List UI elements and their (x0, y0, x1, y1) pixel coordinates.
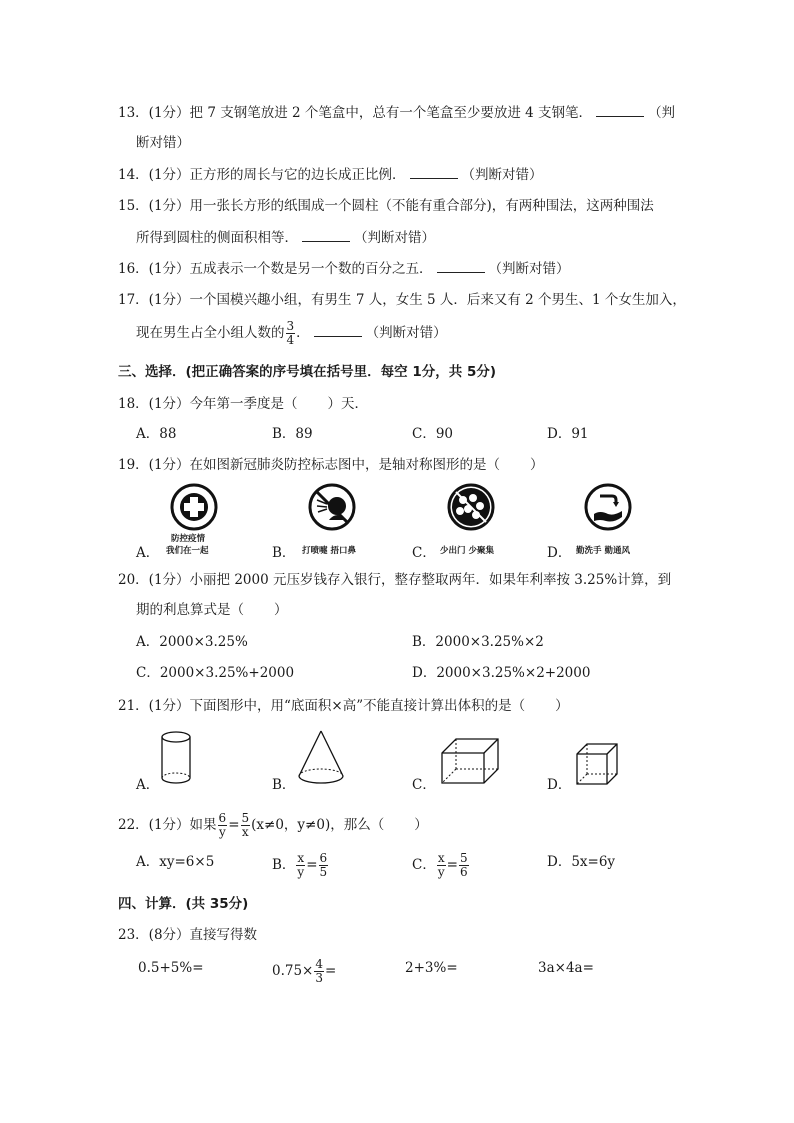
section-heading-3: 三、选择．(把正确答案的序号填在括号里．每空 1分，共 5分) (118, 364, 497, 380)
q20-option-b[interactable]: B．2000×3.25%×2 (412, 634, 544, 650)
q18-option-d[interactable]: D．91 (547, 426, 589, 442)
q20-line2: 期的利息算式是（ ） (136, 602, 288, 618)
q18-option-c[interactable]: C．90 (412, 426, 454, 442)
q18: 18．(1分）今年第一季度是（ ）天． (118, 396, 369, 412)
q20-option-d[interactable]: D．2000×3.25%×2+2000 (412, 665, 591, 681)
q19-option-a[interactable]: A． (136, 545, 160, 561)
q15-line2: 所得到圆柱的侧面积相等． （判断对错） (136, 227, 435, 248)
q20-option-a[interactable]: A．2000×3.25% (136, 634, 248, 650)
prevention-cross-icon (169, 482, 219, 532)
fraction: $\frac{6}{5}$ (319, 851, 328, 879)
crowd-icon (446, 482, 496, 532)
q23: 23．(8分）直接写得数 (118, 927, 258, 943)
q13-line1: 13．(1分）把 7 支钢笔放进 2 个笔盒中，总有一个笔盒至少要放进 4 支钢笔． （判 (118, 102, 675, 123)
icon-caption: 我们在一起 (166, 546, 209, 556)
fraction: $\frac{5}{6}$ (459, 851, 468, 879)
fraction: $\frac{3}{4}$ (286, 319, 295, 347)
icon-caption: 打喷嚏 捂口鼻 (302, 546, 356, 556)
calc-item-4: 3a×4a= (538, 960, 594, 976)
q19: 19．(1分）在如图新冠肺炎防控标志图中，是轴对称图形的是（ ） (118, 457, 544, 473)
q22-option-c[interactable]: C． $\frac{x}{y}$ = $\frac{5}{6}$ (412, 851, 468, 879)
calc-item-3: 2+3%= (405, 960, 458, 976)
fraction: $\frac{5}{x}$ (241, 811, 250, 839)
answer-blank[interactable] (410, 164, 458, 179)
answer-blank[interactable] (437, 258, 485, 273)
fraction: $\frac{x}{y}$ (437, 851, 445, 879)
q15-line1: 15．(1分）用一张长方形的纸围成一个圆柱（不能有重合部分)，有两种围法，这两种围法 (118, 198, 654, 214)
fraction: $\frac{4}{3}$ (315, 957, 324, 985)
calc-item-2: 0.75× $\frac{4}{3}$ = (272, 957, 337, 985)
fraction: $\frac{x}{y}$ (297, 851, 305, 879)
icon-caption: 勤洗手 勤通风 (576, 546, 630, 556)
icon-caption: 防控疫情 (171, 534, 206, 544)
q13-line2: 断对错） (136, 135, 190, 151)
q21-option-c[interactable]: C． (412, 777, 436, 793)
q14: 14．(1分）正方形的周长与它的边长成正比例． （判断对错） (118, 164, 543, 185)
q17-line2: 现在男生占全小组人数的 $\frac{3}{4}$ ． （判断对错） (136, 319, 447, 347)
answer-blank[interactable] (302, 227, 350, 242)
q19-option-d[interactable]: D． (547, 545, 572, 561)
q16: 16．(1分）五成表示一个数是另一个数的百分之五． （判断对错） (118, 258, 570, 279)
q19-option-b[interactable]: B． (272, 545, 296, 561)
sneeze-icon (307, 482, 357, 532)
q21-option-a[interactable]: A． (136, 777, 160, 793)
icon-caption: 少出门 少聚集 (440, 546, 494, 556)
cone-icon (295, 728, 347, 788)
q17-line1: 17．(1分）一个国模兴趣小组，有男生 7 人，女生 5 人．后来又有 2 个男生、1 个女生加入， (118, 292, 686, 308)
cube-icon (575, 742, 619, 786)
section-heading-4: 四、计算．(共 35分) (118, 896, 249, 912)
q20-line1: 20．(1分）小丽把 2000 元压岁钱存入银行，整存整取两年．如果年利率按 3.25%计算，到 (118, 572, 672, 588)
q19-option-c[interactable]: C． (412, 545, 436, 561)
q22-option-a[interactable]: A．xy=6×5 (136, 854, 215, 870)
answer-blank[interactable] (314, 322, 362, 337)
fraction: $\frac{6}{y}$ (218, 811, 227, 839)
q18-option-a[interactable]: A．88 (136, 426, 177, 442)
cuboid-icon (440, 737, 500, 785)
q21-option-b[interactable]: B． (272, 777, 296, 793)
answer-blank[interactable] (596, 102, 644, 117)
q20-option-c[interactable]: C．2000×3.25%+2000 (136, 665, 295, 681)
q21: 21．(1分）下面图形中，用“底面积×高”不能直接计算出体积的是（ ） (118, 698, 569, 714)
calc-item-1: 0.5+5%= (138, 960, 204, 976)
hand-wash-icon (583, 482, 633, 532)
q22: 22．(1分）如果 $\frac{6}{y}$ = $\frac{5}{x}$ (x≠0，y≠0)，那么（ ） (118, 811, 428, 839)
cylinder-icon (158, 730, 194, 786)
q21-option-d[interactable]: D． (547, 777, 572, 793)
q22-option-b[interactable]: B． $\frac{x}{y}$ = $\frac{6}{5}$ (272, 851, 328, 879)
q22-option-d[interactable]: D．5x=6y (547, 854, 616, 870)
q18-option-b[interactable]: B．89 (272, 426, 313, 442)
